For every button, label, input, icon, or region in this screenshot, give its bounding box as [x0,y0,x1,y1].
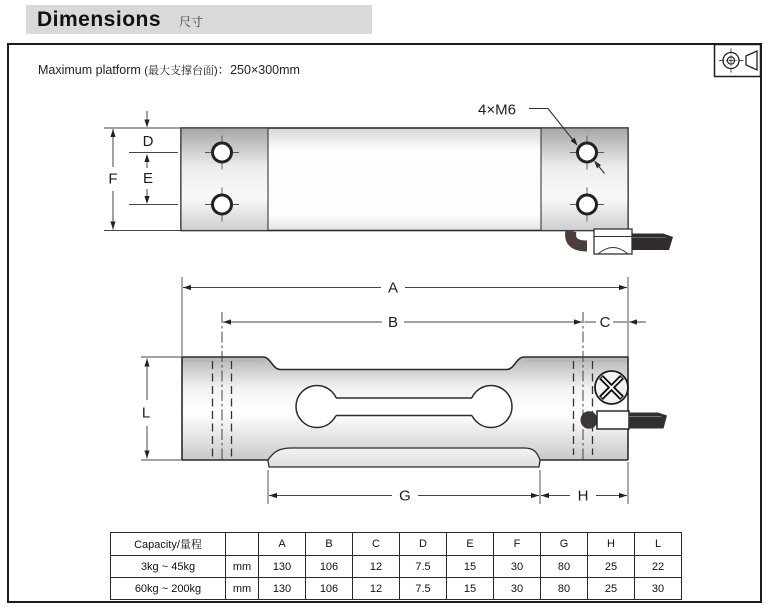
cell-value: 130 [259,578,306,600]
cell-value: 30 [494,578,541,600]
col-header-C: C [353,533,400,556]
col-header-G: G [541,533,588,556]
dim-label-F: F [108,170,118,188]
cell-capacity: 60kg ~ 200kg [111,578,226,600]
cell-value: 106 [306,578,353,600]
col-header-F: F [494,533,541,556]
dim-C [585,314,647,331]
table-row [111,556,682,578]
section-subtitle-zh: 尺寸 [179,14,204,29]
cell-capacity: 3kg ~ 45kg [111,556,226,578]
cell-value: 30 [494,556,541,578]
cell-unit: mm [226,578,259,600]
col-header-H: H [588,533,635,556]
dim-G [268,470,540,505]
cell-value: 12 [353,556,400,578]
col-header-D: D [400,533,447,556]
cable-side [629,413,667,429]
max-platform-value: ：250×300mm [217,63,300,77]
col-header-B: B [306,533,353,556]
cell-value: 12 [353,578,400,600]
dim-label-G: G [399,487,411,505]
section-title: Dimensions [37,7,162,31]
dim-label-D: D [142,133,154,150]
dim-label-B: B [387,314,399,331]
dim-L [141,357,182,460]
cable-top [632,234,673,251]
side-view [141,277,667,505]
cell-unit: mm [226,556,259,578]
cell-value: 80 [541,556,588,578]
cell-value: 130 [259,556,306,578]
dim-label-C: C [599,314,611,331]
col-header-capacity: Capacity/量程 [111,533,226,556]
dim-label-E: E [142,170,154,187]
col-header-L: L [635,533,682,556]
projection-symbol [715,45,761,77]
dim-label-L: L [141,404,151,422]
dim-A [182,277,628,356]
dim-H [541,462,628,505]
screw-head [595,371,628,404]
dimension-table [110,532,682,600]
col-header-A: A [259,533,306,556]
dim-D [129,111,178,153]
cell-value: 15 [447,578,494,600]
col-header-unit [226,533,259,556]
thread-label: 4×M6 [478,101,516,119]
dim-E [129,154,178,205]
cell-value: 15 [447,556,494,578]
top-view [104,102,673,255]
col-header-E: E [447,533,494,556]
cell-value: 7.5 [400,578,447,600]
mounting-foot [268,448,540,467]
cell-value: 106 [306,556,353,578]
cell-value: 7.5 [400,556,447,578]
dim-label-A: A [387,279,399,297]
max-platform-label-zh: (最大支撑台面) [144,65,218,77]
cable-gland-top [571,229,673,254]
dim-label-H: H [577,487,589,505]
max-platform-label-en: Maximum platform [38,63,141,77]
cell-value: 30 [635,578,682,600]
cell-value: 22 [635,556,682,578]
table-header-row [111,533,682,556]
cell-value: 80 [541,578,588,600]
dim-B [223,314,582,331]
cell-value: 25 [588,556,635,578]
table-row [111,578,682,600]
cell-value: 25 [588,578,635,600]
cable-gland-side [581,411,668,429]
